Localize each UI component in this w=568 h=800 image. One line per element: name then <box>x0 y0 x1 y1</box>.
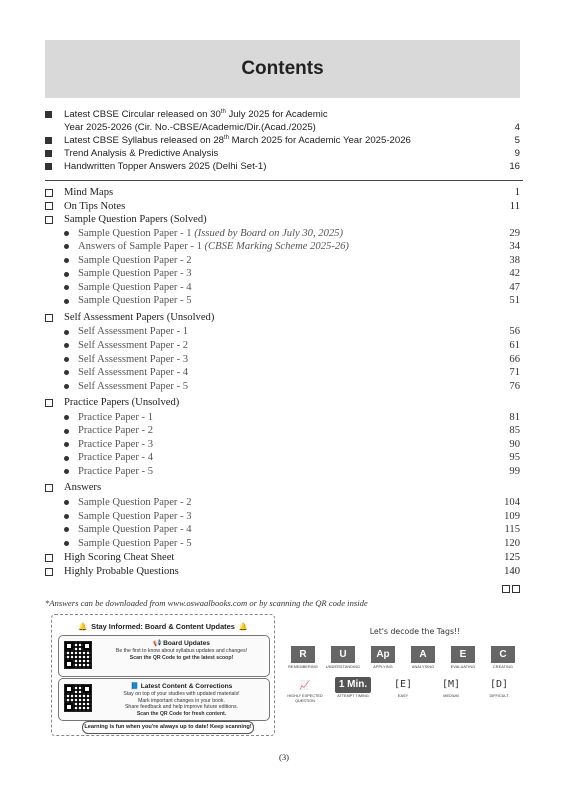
card-line: Scan the QR Code to get the latest scoop! <box>129 654 234 661</box>
checkbox-icon <box>45 314 53 322</box>
list-item-page: 38 <box>509 254 520 266</box>
section-pp <box>45 396 520 410</box>
top-list <box>45 108 520 173</box>
section-label: Mind Maps <box>64 187 114 198</box>
top-item-page: 4 <box>514 122 520 133</box>
latest-content-card <box>58 678 270 721</box>
top-item-page: 5 <box>514 135 520 146</box>
list-item <box>45 411 520 425</box>
checkbox-icon <box>45 202 53 210</box>
list-item <box>45 294 520 308</box>
list-item <box>45 496 520 510</box>
contents-list <box>45 186 520 578</box>
top-item-page: 9 <box>514 148 520 159</box>
bell-icon: 🔔 <box>238 621 249 631</box>
section-label: On Tips Notes <box>64 200 126 212</box>
section-label: Answers <box>64 482 102 494</box>
list-item <box>45 366 520 380</box>
section-label: Practice Papers (Unsolved) <box>64 397 180 409</box>
updates-box <box>51 614 275 736</box>
list-item-label: Sample Question Paper - 2 <box>78 254 192 266</box>
list-item-label: Self Assessment Paper - 4 <box>78 367 189 379</box>
bullet-icon <box>64 231 69 236</box>
qr-code-icon[interactable] <box>64 641 92 669</box>
top-item-page: 16 <box>509 161 520 172</box>
list-item-page: 104 <box>504 497 520 509</box>
square-bullet-icon <box>45 150 52 157</box>
bullet-icon <box>64 415 69 420</box>
bullet-icon <box>64 343 69 348</box>
page-title: Contents <box>241 58 324 79</box>
tag-attempt-timing: 1 Min. ATTEMPT TIMING <box>331 677 375 699</box>
list-item-page: 71 <box>509 367 520 379</box>
updates-footer: Learning is fun when you're always up to date! Keep scanning! <box>82 721 254 734</box>
card-title: 📘 Latest Content & Corrections <box>130 683 233 690</box>
list-item-page: 51 <box>509 295 520 307</box>
section-page: 140 <box>504 565 520 577</box>
list-item-page: 120 <box>504 537 520 549</box>
list-item-label: Self Assessment Paper - 3 <box>78 353 189 365</box>
list-item-page: 90 <box>509 438 520 450</box>
list-item <box>45 380 520 394</box>
list-item <box>45 438 520 452</box>
section-hpq <box>45 565 520 579</box>
card-line: Share feedback and help improve future editions. <box>124 704 239 710</box>
list-item-page: 95 <box>509 452 520 464</box>
list-item <box>45 227 520 241</box>
section-page: 1 <box>514 187 520 198</box>
card-line: Mark important changes in your book. <box>138 697 225 704</box>
list-item-label: Sample Question Paper - 2 <box>78 497 192 509</box>
bullet-icon <box>64 285 69 290</box>
section-label: High Scoring Cheat Sheet <box>64 552 175 564</box>
page-number: (3) <box>278 752 290 762</box>
bullet-icon <box>64 429 69 434</box>
list-item-label: Sample Question Paper - 4 <box>78 281 192 293</box>
list-item-label: Practice Paper - 4 <box>78 452 154 464</box>
list-item-page: 47 <box>509 281 520 293</box>
tags-row-difficulty <box>283 677 523 705</box>
list-item-page: 61 <box>509 340 520 352</box>
list-item-label: Sample Question Paper - 3 <box>78 510 192 522</box>
bullet-icon <box>64 541 69 546</box>
list-item <box>45 465 520 479</box>
section-sap <box>45 311 520 325</box>
checkbox-icon <box>45 554 53 562</box>
bullet-icon <box>64 244 69 249</box>
tag-understanding: U UNDERSTANDING <box>323 646 363 669</box>
top-item-circular <box>45 108 520 134</box>
top-item-label: Handwritten Topper Answers 2025 (Delhi Set-1) <box>64 161 267 172</box>
list-item <box>45 510 520 524</box>
list-item-page: 34 <box>509 241 520 253</box>
top-item-label: Latest CBSE Circular released on 30th July 2025 for Academic Year 2025-2026 (Cir. No.-CBSE/Academic/Dir.(Acad./2025) <box>64 108 328 133</box>
list-item-label: Sample Question Paper - 5 <box>78 295 192 307</box>
card-title: 📢 Board Updates <box>153 640 210 647</box>
top-item-label: Latest CBSE Syllabus released on 28th March 2025 for Academic Year 2025-2026 <box>64 134 411 146</box>
section-answers <box>45 481 520 495</box>
section-sqp <box>45 213 520 227</box>
top-item-trend <box>45 147 520 160</box>
bullet-icon <box>64 442 69 447</box>
bullet-icon <box>64 514 69 519</box>
list-item-page: 56 <box>509 326 520 338</box>
section-label: Sample Question Papers (Solved) <box>64 214 207 226</box>
divider <box>45 180 523 181</box>
bullet-icon <box>64 500 69 505</box>
list-item <box>45 281 520 295</box>
checkbox-icon <box>45 189 53 197</box>
list-item-label: Sample Question Paper - 1 (Issued by Board on July 30, 2025) <box>78 227 343 239</box>
card-text <box>97 682 266 717</box>
square-bullet-icon <box>45 111 52 118</box>
qr-code-icon[interactable] <box>64 684 92 712</box>
list-item-label: Sample Question Paper - 4 <box>78 524 192 536</box>
list-item-label: Practice Paper - 5 <box>78 465 154 477</box>
top-item-label: Trend Analysis & Predictive Analysis <box>64 148 219 159</box>
bullet-icon <box>64 456 69 461</box>
list-item-label: Sample Question Paper - 5 <box>78 537 192 549</box>
tags-row-cognitive <box>283 646 523 676</box>
tag-highly-expected: 📈 HIGHLY EXPECTED QUESTION <box>283 677 327 703</box>
bullet-icon <box>64 272 69 277</box>
list-item <box>45 537 520 551</box>
updates-header: 🔔 Stay Informed: Board & Content Updates 🔔 <box>77 621 249 631</box>
list-item <box>45 254 520 268</box>
section-label: Highly Probable Questions <box>64 565 179 577</box>
list-item-page: 42 <box>509 268 520 280</box>
top-item-topper <box>45 160 520 173</box>
list-item <box>45 451 520 465</box>
section-label: Self Assessment Papers (Unsolved) <box>64 311 215 323</box>
list-item-page: 66 <box>509 353 520 365</box>
list-item-page: 115 <box>504 524 520 536</box>
megaphone-icon: 📢 <box>153 640 164 647</box>
tag-analysing: A ANALYSING <box>403 646 443 669</box>
list-item <box>45 339 520 353</box>
square-bullet-icon <box>45 137 52 144</box>
bullet-icon <box>64 357 69 362</box>
section-page: 11 <box>509 200 520 212</box>
title-bar <box>45 40 520 98</box>
list-item <box>45 353 520 367</box>
tags-title: Let's decode the Tags!! <box>369 627 461 636</box>
list-item-page: 29 <box>509 227 520 239</box>
checkbox-icon <box>45 568 53 576</box>
list-item-label: Practice Paper - 2 <box>78 425 154 437</box>
list-item-label: Practice Paper - 1 <box>78 411 154 423</box>
section-cheat-sheet <box>45 551 520 565</box>
tag-easy: [E] EASY <box>393 679 413 698</box>
bell-icon: 🔔 <box>77 621 88 631</box>
tag-creating: C CREATING <box>483 646 523 669</box>
card-line: Scan the QR Code for fresh content. <box>136 710 227 717</box>
top-item-syllabus <box>45 134 520 147</box>
list-item-label: Self Assessment Paper - 1 <box>78 326 189 338</box>
list-item-page: 99 <box>509 465 520 477</box>
tag-applying: Ap APPLYING <box>363 646 403 669</box>
tag-difficult: [D] DIFFICULT <box>489 679 509 698</box>
card-text <box>97 639 266 661</box>
tag-evaluating: E EVALUATING <box>443 646 483 669</box>
list-item <box>45 424 520 438</box>
card-line: Stay on top of your studies with updated materials! <box>123 691 240 697</box>
section-on-tips <box>45 200 520 214</box>
card-line: Be the first to know about syllabus updates and changes! <box>115 648 248 654</box>
tags-legend <box>283 627 523 703</box>
list-item-page: 76 <box>509 380 520 392</box>
bullet-icon <box>64 330 69 335</box>
board-updates-card <box>58 635 270 677</box>
end-mark-icon <box>502 585 520 593</box>
section-page: 125 <box>504 552 520 564</box>
list-item-page: 81 <box>509 411 520 423</box>
list-item-label: Practice Paper - 3 <box>78 438 154 450</box>
list-item-page: 85 <box>509 425 520 437</box>
list-item <box>45 523 520 537</box>
bullet-icon <box>64 469 69 474</box>
list-item-label: Self Assessment Paper - 2 <box>78 340 189 352</box>
list-item-label: Answers of Sample Paper - 1 (CBSE Marking Scheme 2025-26) <box>78 241 349 253</box>
tag-remembering: R REMEMBERING <box>283 646 323 669</box>
list-item <box>45 240 520 254</box>
section-mind-maps <box>45 186 520 200</box>
checkbox-icon <box>45 484 53 492</box>
list-item-label: Self Assessment Paper - 5 <box>78 380 189 392</box>
bullet-icon <box>64 258 69 263</box>
list-item <box>45 325 520 339</box>
checkbox-icon <box>45 216 53 224</box>
trend-chart-icon: 📈 <box>299 680 311 690</box>
tag-medium: [M] MEDIUM <box>441 679 461 698</box>
book-icon: 📘 <box>130 683 141 690</box>
list-item <box>45 267 520 281</box>
square-bullet-icon <box>45 163 52 170</box>
list-item-page: 109 <box>504 510 520 522</box>
bullet-icon <box>64 299 69 304</box>
bullet-icon <box>64 527 69 532</box>
checkbox-icon <box>45 399 53 407</box>
footnote: *Answers can be downloaded from www.oswaalbooks.com or by scanning the QR code inside <box>45 598 368 608</box>
bullet-icon <box>64 384 69 389</box>
list-item-label: Sample Question Paper - 3 <box>78 268 192 280</box>
bullet-icon <box>64 370 69 375</box>
